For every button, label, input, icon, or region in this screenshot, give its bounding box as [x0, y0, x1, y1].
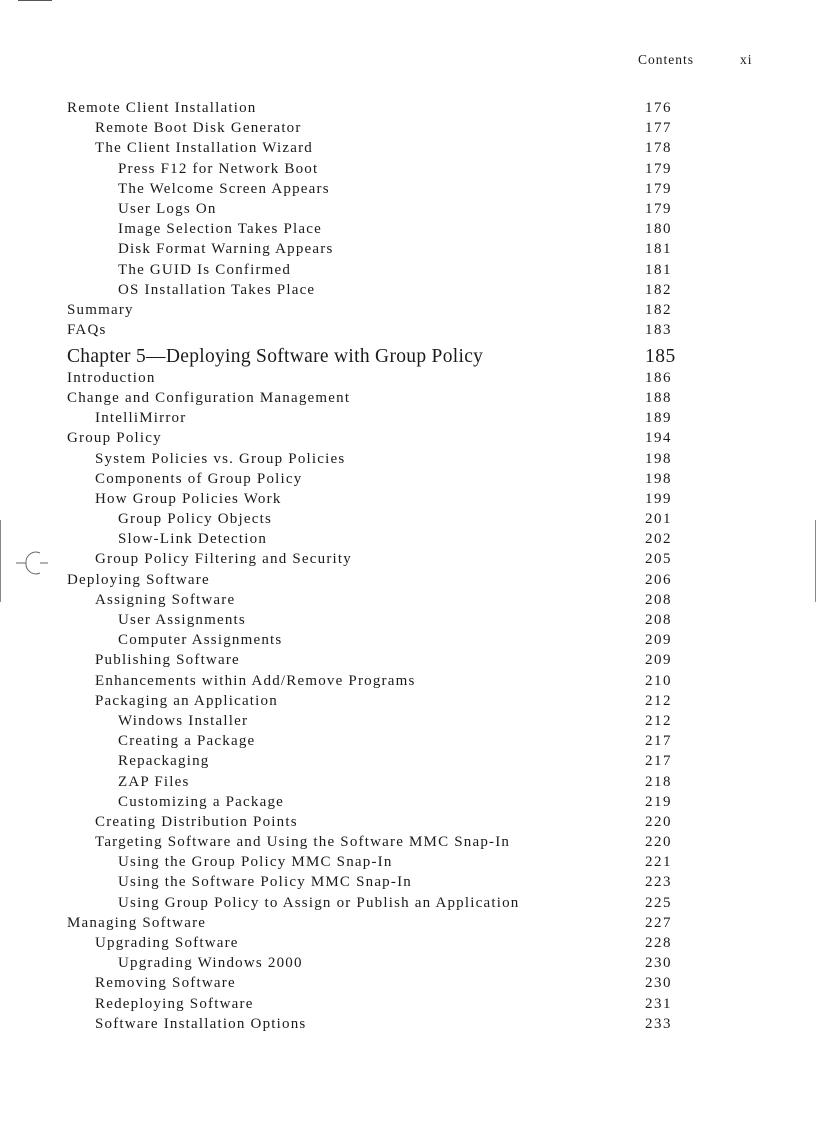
toc-entry-title: Enhancements within Add/Remove Programs [95, 672, 416, 689]
toc-entry [0, 854, 816, 874]
toc-entry-page: 227 [645, 914, 672, 931]
toc-entry-title: Upgrading Windows 2000 [118, 955, 303, 972]
toc-entry-title: Press F12 for Network Boot [118, 160, 319, 177]
toc-entry-page: 205 [645, 551, 672, 568]
toc-entry [0, 471, 816, 491]
toc-entry-page: 202 [645, 531, 672, 548]
toc-entry-page: 183 [645, 322, 672, 339]
toc-entry-title: Publishing Software [95, 652, 240, 669]
toc-entry-title: Assigning Software [95, 591, 236, 608]
toc-entry-page: 212 [645, 692, 672, 709]
toc-entry [0, 491, 816, 511]
toc-entry-page: 217 [645, 733, 672, 750]
toc-entry-page: 220 [645, 813, 672, 830]
toc-entry-page: 223 [645, 874, 672, 891]
toc-entry [0, 100, 816, 120]
toc-entry-title: IntelliMirror [95, 410, 187, 427]
toc-entry [0, 713, 816, 733]
toc-entry [0, 201, 816, 221]
toc-entry-page: 188 [645, 389, 672, 406]
toc-entry-page: 233 [645, 1015, 672, 1032]
crop-mark-top [18, 0, 52, 1]
toc-entry-page: 218 [645, 773, 672, 790]
toc-entry-page: 206 [645, 571, 672, 588]
toc-entry [0, 1016, 816, 1036]
toc-entry [0, 592, 816, 612]
toc-entry-title: Group Policy Objects [118, 511, 272, 528]
toc-entry-page: 221 [645, 854, 672, 871]
toc-entry-title: The GUID Is Confirmed [118, 261, 292, 278]
toc-entry-title: Introduction [67, 369, 156, 386]
toc-entry-title: Creating a Package [118, 733, 256, 750]
toc-entry-page: 208 [645, 591, 672, 608]
running-head-title: Contents [638, 52, 695, 67]
toc-entry-title: Targeting Software and Using the Software MMC Snap-In [95, 834, 511, 851]
toc-entry [0, 511, 816, 531]
toc-entry-title: Summary [67, 301, 134, 318]
toc-entry-title: Repackaging [118, 753, 210, 770]
toc-entry-page: 176 [645, 100, 672, 116]
toc-entry-page: 225 [645, 894, 672, 911]
toc-entry-page: 186 [645, 369, 672, 386]
toc-entry [0, 652, 816, 672]
toc-entry [0, 221, 816, 241]
toc-entry-page: 179 [645, 160, 672, 177]
toc-entry-title: Remote Boot Disk Generator [95, 120, 302, 137]
toc-entry-page: 181 [645, 261, 672, 278]
toc-entry-title: OS Installation Takes Place [118, 281, 316, 298]
toc-entry-title: Components of Group Policy [95, 470, 303, 487]
toc-entry-title: Deploying Software [67, 571, 210, 588]
toc-entry [0, 814, 816, 834]
toc-entry-page: 199 [645, 490, 672, 507]
toc-entry-page: 209 [645, 632, 672, 649]
toc-entry [0, 410, 816, 430]
toc-entry-title: Upgrading Software [95, 935, 239, 951]
toc-entry-page: 212 [645, 712, 672, 729]
toc-entry [0, 733, 816, 753]
toc-entry [0, 915, 816, 935]
toc-entry-title: The Welcome Screen Appears [118, 180, 330, 197]
toc-entry [0, 262, 816, 282]
toc-entry-title: Packaging an Application [95, 692, 278, 709]
toc-entry [0, 572, 816, 592]
toc-entry [0, 181, 816, 201]
toc-entry-page: 231 [645, 995, 672, 1012]
toc-entry-title: The Client Installation Wizard [95, 140, 313, 157]
toc-entry [0, 612, 816, 632]
toc-entry-title: Redeploying Software [95, 995, 254, 1012]
toc-entry-page: 208 [645, 612, 672, 628]
toc-entry-page: 228 [645, 935, 672, 951]
toc-entry-page: 220 [645, 834, 672, 851]
toc-entry-title: Software Installation Options [95, 1015, 307, 1032]
toc-entry-page: 182 [645, 281, 672, 298]
toc-entry [0, 874, 816, 894]
toc-entry-title: Change and Configuration Management [67, 389, 351, 406]
toc-entry-title: Creating Distribution Points [95, 813, 298, 830]
toc-entry [0, 451, 816, 471]
toc-entry [0, 140, 816, 160]
toc-entry-title: Group Policy Filtering and Security [95, 551, 352, 568]
toc-entry [0, 282, 816, 302]
toc-entry-page: 181 [645, 241, 672, 258]
toc-entry-page: 194 [645, 430, 672, 447]
toc-chapter-heading [0, 342, 816, 370]
toc-entry-title: Customizing a Package [118, 793, 285, 810]
toc-entry [0, 531, 816, 551]
toc-entry-page: 177 [645, 120, 672, 137]
toc-entry-page: 179 [645, 180, 672, 197]
toc-entry-page: 185 [645, 346, 676, 368]
running-head-page-number: xi [740, 52, 753, 67]
toc-entry [0, 673, 816, 693]
toc-entry-title: FAQs [67, 322, 107, 339]
toc-entry-title: User Logs On [118, 200, 217, 217]
toc-entry-title: Group Policy [67, 430, 162, 447]
toc-entry-page: 209 [645, 652, 672, 669]
toc-entry [0, 794, 816, 814]
toc-entry-page: 189 [645, 410, 672, 427]
toc-entry-page: 230 [645, 955, 672, 972]
toc-entry-title: Chapter 5—Deploying Software with Group Policy [67, 346, 484, 368]
toc-entry [0, 693, 816, 713]
toc-entry-title: User Assignments [118, 612, 246, 628]
toc-entry [0, 834, 816, 854]
toc-entry-page: 219 [645, 793, 672, 810]
toc-entry-title: ZAP Files [118, 773, 190, 790]
toc-entry-title: Managing Software [67, 914, 207, 931]
toc-entry-title: Slow-Link Detection [118, 531, 268, 548]
toc-entry [0, 895, 816, 915]
toc-entry-page: 179 [645, 200, 672, 217]
toc-entry-title: Disk Format Warning Appears [118, 241, 334, 258]
toc-entry-page: 201 [645, 511, 672, 528]
toc-entry [0, 996, 816, 1016]
toc-entry [0, 632, 816, 652]
toc-entry-title: Computer Assignments [118, 632, 283, 649]
toc-entry-title: Remote Client Installation [67, 100, 257, 116]
toc-entry-title: Removing Software [95, 975, 236, 992]
toc-entry [0, 322, 816, 342]
toc-entry-page: 217 [645, 753, 672, 770]
toc-entry [0, 935, 816, 955]
toc-entry-page: 198 [645, 450, 672, 467]
toc-entry [0, 161, 816, 181]
toc-entry-page: 230 [645, 975, 672, 992]
toc-entry [0, 753, 816, 773]
toc-entry [0, 430, 816, 450]
toc-entry-title: System Policies vs. Group Policies [95, 450, 346, 467]
toc-entry [0, 551, 816, 571]
toc-entry-page: 182 [645, 301, 672, 318]
table-of-contents [0, 100, 816, 1036]
toc-entry [0, 241, 816, 261]
running-head [0, 52, 816, 68]
toc-entry [0, 120, 816, 140]
toc-entry-page: 180 [645, 221, 672, 238]
toc-entry [0, 975, 816, 995]
toc-entry-title: Windows Installer [118, 712, 249, 729]
toc-entry-title: How Group Policies Work [95, 490, 282, 507]
toc-entry [0, 955, 816, 975]
toc-entry [0, 370, 816, 390]
toc-entry-page: 178 [645, 140, 672, 157]
toc-entry [0, 390, 816, 410]
toc-entry [0, 302, 816, 322]
toc-entry-page: 210 [645, 672, 672, 689]
toc-entry-title: Using the Software Policy MMC Snap-In [118, 874, 412, 891]
toc-entry-title: Using the Group Policy MMC Snap-In [118, 854, 393, 871]
toc-entry-title: Using Group Policy to Assign or Publish an Application [118, 894, 520, 911]
toc-entry-title: Image Selection Takes Place [118, 221, 322, 238]
toc-entry-page: 198 [645, 470, 672, 487]
toc-entry [0, 774, 816, 794]
